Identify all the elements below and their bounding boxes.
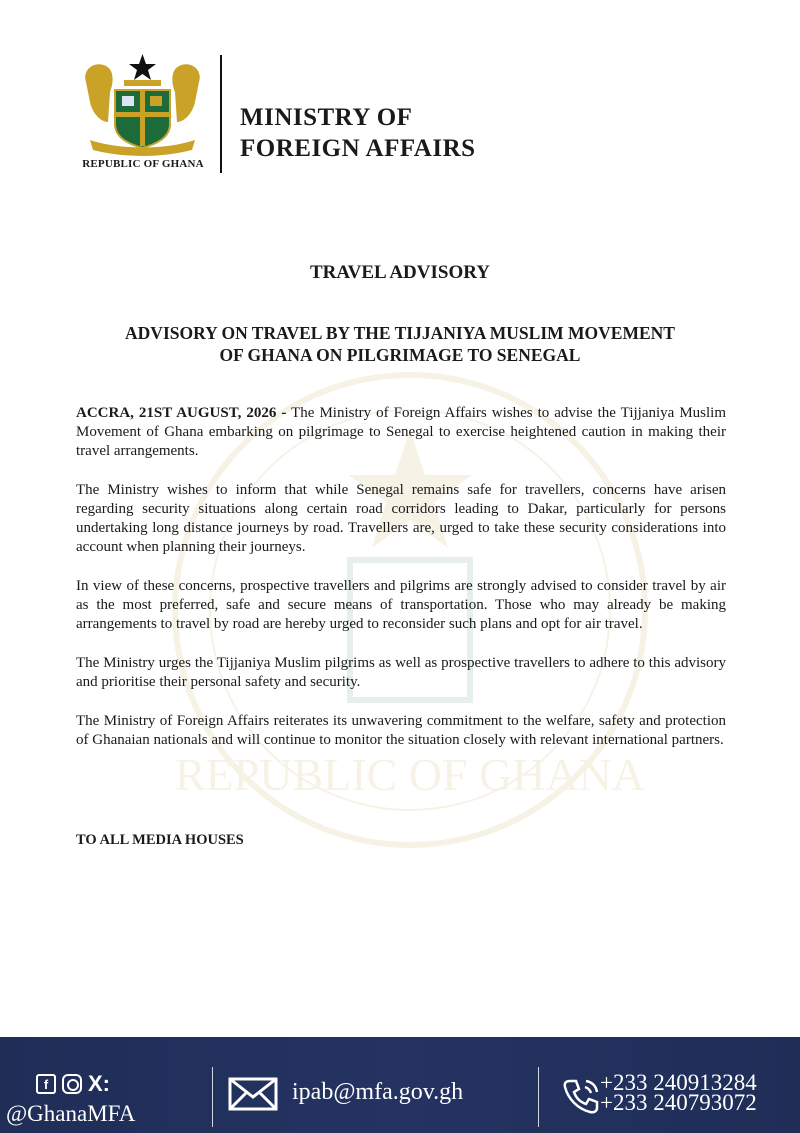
footer-bar <box>0 1037 800 1133</box>
advisory-subtitle <box>70 322 730 366</box>
instagram-icon[interactable] <box>62 1074 82 1094</box>
header-divider <box>220 55 222 173</box>
ministry-line2: FOREIGN AFFAIRS <box>240 135 476 162</box>
paragraph-5: The Ministry of Foreign Affairs reiterates its unwavering commitment to the welfare, safety and protection of Ghanaian nationals and will continue to monitor the situation closely with relevant international partners. <box>76 713 726 748</box>
email-link[interactable]: ipab@mfa.gov.gh <box>292 1079 464 1105</box>
phone-icon <box>562 1077 600 1115</box>
paragraph-1 <box>76 404 726 461</box>
facebook-icon[interactable]: f <box>36 1074 56 1094</box>
republic-label: REPUBLIC OF GHANA <box>82 158 204 170</box>
footer-divider <box>212 1067 213 1127</box>
advisory-title: TRAVEL ADVISORY <box>309 262 491 283</box>
subtitle-line2: OF GHANA ON PILGRIMAGE TO SENEGAL <box>219 345 581 365</box>
x-icon[interactable]: X: <box>88 1071 110 1096</box>
closing-line: TO ALL MEDIA HOUSES <box>76 832 244 848</box>
social-icons <box>36 1071 110 1097</box>
paragraph-3: In view of these concerns, prospective travellers and pilgrims are strongly advised to consider travel by air as the most preferred, safe and secure means of transportation. Those who may already be making arrangements to travel by road are hereby urged to reconsider such plans and opt for air travel. <box>76 578 726 632</box>
social-handle[interactable]: @GhanaMFA <box>6 1101 136 1126</box>
phone-number-1[interactable]: +233 240913284 <box>600 1070 757 1095</box>
paragraph-4: The Ministry urges the Tijjaniya Muslim pilgrims as well as prospective travellers to adhere to this advisory and prioritise their personal safety and security. <box>76 655 726 690</box>
paragraph-2: The Ministry wishes to inform that while Senegal remains safe for travellers, concerns have arisen regarding security situations along certain road corridors leading to Dakar, particularly for persons undertaking long distance journeys by road. Travellers are, urged to take these security considerations into account when planning their journeys. <box>76 482 726 555</box>
ministry-name <box>240 102 476 164</box>
ghana-coat-of-arms <box>80 52 205 157</box>
phone-numbers <box>600 1070 757 1115</box>
mail-icon <box>228 1077 278 1111</box>
subtitle-line1: ADVISORY ON TRAVEL BY THE TIJJANIYA MUSLIM MOVEMENT <box>125 323 675 343</box>
paragraph-1-text: The Ministry of Foreign Affairs wishes to advise the Tijjaniya Muslim Movement of Ghana embarking on pilgrimage to Senegal to exercise heightened caution in making their travel arrangements. <box>76 405 726 459</box>
phone-number-2[interactable]: +233 240793072 <box>600 1090 757 1115</box>
advisory-body <box>76 404 726 770</box>
dateline: ACCRA, 21ST AUGUST, 2026 - <box>76 405 287 421</box>
footer-divider <box>538 1067 539 1127</box>
ministry-line1: MINISTRY OF <box>240 104 413 131</box>
letterhead <box>0 0 800 200</box>
svg-text:REPUBLIC OF GHANA: REPUBLIC OF GHANA <box>174 749 646 800</box>
